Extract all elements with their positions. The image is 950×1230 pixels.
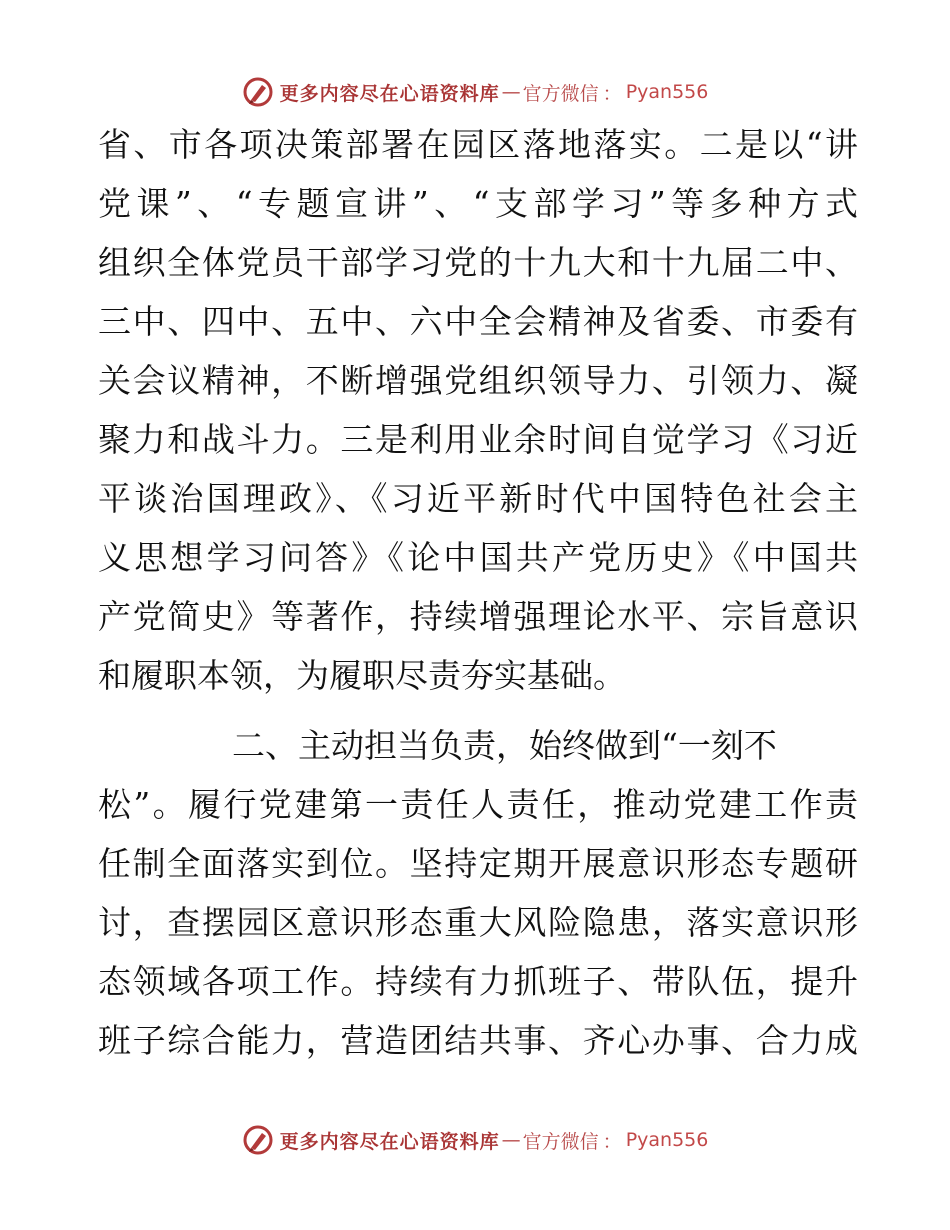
watermark-wechat-id: Pyan556 bbox=[625, 81, 709, 103]
text-line: 聚力和战斗力。三是利用业余时间自觉学习《习近 bbox=[98, 420, 858, 459]
text-line: 省、市各项决策部署在园区落地落实。二是以“讲 bbox=[98, 125, 858, 164]
watermark-separator: — bbox=[501, 1129, 521, 1151]
text-line: 讨，查摆园区意识形态重大风险隐患，落实意识形 bbox=[98, 903, 858, 942]
pen-nib-icon bbox=[242, 76, 274, 108]
watermark-separator: — bbox=[501, 81, 521, 103]
text-line: 义思想学习问答》《论中国共产党历史》《中国共 bbox=[98, 538, 858, 577]
text-line: 任制全面落实到位。坚持定期开展意识形态专题研 bbox=[98, 844, 858, 883]
text-line: 平谈治国理政》、《习近平新时代中国特色社会主 bbox=[98, 479, 858, 518]
watermark-text: 更多内容尽在心语资料库 bbox=[279, 82, 500, 105]
text-line: 和履职本领，为履职尽责夯实基础。 bbox=[98, 656, 626, 695]
pen-nib-icon bbox=[242, 1124, 274, 1156]
text-line: 班子综合能力，营造团结共事、齐心办事、合力成 bbox=[98, 1021, 858, 1060]
text-line: 三中、四中、五中、六中全会精神及省委、市委有 bbox=[98, 302, 858, 341]
text-line: 党课”、“专题宣讲”、“支部学习”等多种方式 bbox=[98, 184, 858, 223]
watermark-wechat-id: Pyan556 bbox=[625, 1129, 709, 1151]
watermark-text: 更多内容尽在心语资料库 bbox=[279, 1130, 500, 1153]
text-line: 产党简史》等著作，持续增强理论水平、宗旨意识 bbox=[98, 597, 858, 636]
watermark-colon: ： bbox=[602, 1130, 622, 1153]
text-line: 松”。履行党建第一责任人责任，推动党建工作责 bbox=[98, 785, 858, 824]
text-line: 态领域各项工作。持续有力抓班子、带队伍，提升 bbox=[98, 962, 858, 1001]
section-heading-line: 二、主动担当负责，始终做到“一刻不 bbox=[232, 726, 777, 765]
watermark-colon: ： bbox=[602, 82, 622, 105]
text-line: 关会议精神，不断增强党组织领导力、引领力、凝 bbox=[98, 361, 858, 400]
header-watermark bbox=[0, 72, 950, 112]
watermark-label: 官方微信 bbox=[522, 82, 599, 105]
text-line: 组织全体党员干部学习党的十九大和十九届二中、 bbox=[98, 243, 858, 282]
footer-watermark bbox=[0, 1120, 950, 1160]
watermark-label: 官方微信 bbox=[522, 1130, 599, 1153]
